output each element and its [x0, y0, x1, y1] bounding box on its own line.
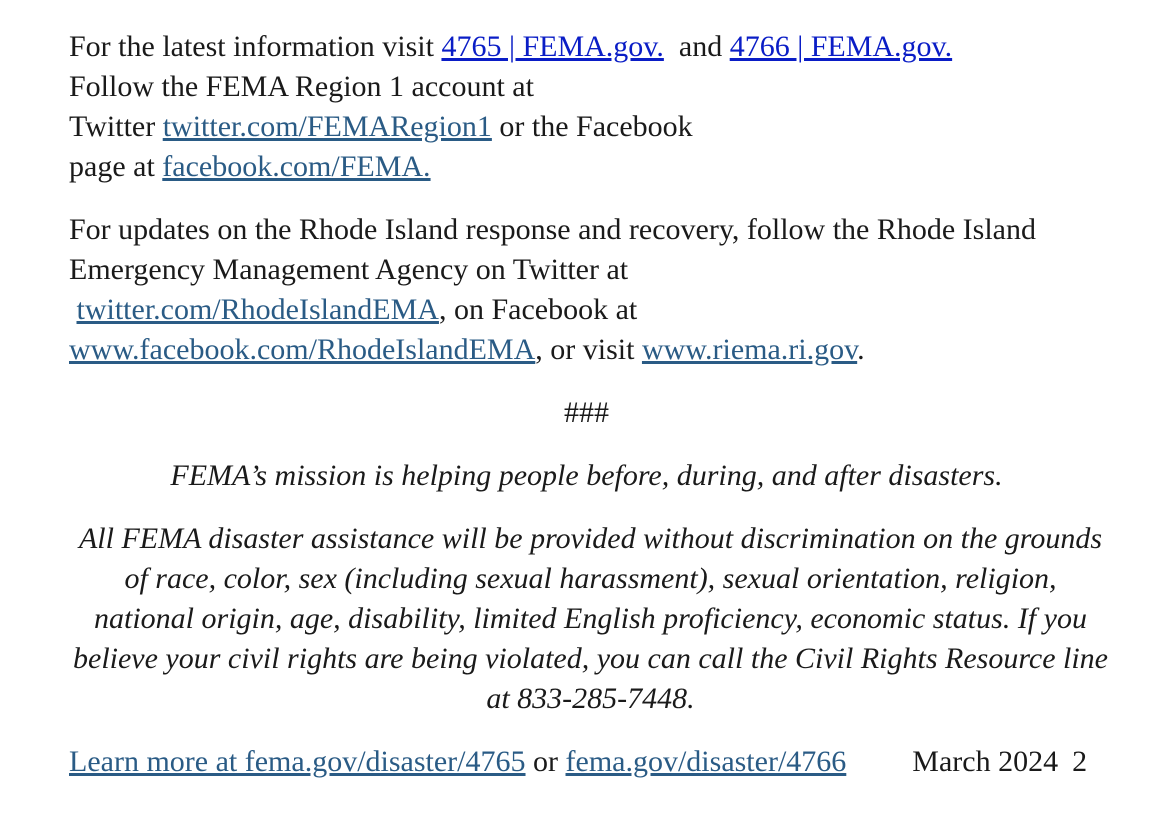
page-footer — [69, 742, 1099, 782]
paragraph-text: or the Facebook — [491, 110, 693, 143]
paragraph-text: . — [857, 333, 865, 366]
fema-region1-twitter-link[interactable]: twitter.com/FEMARegion1 — [162, 110, 492, 143]
disaster-4766-link[interactable]: fema.gov/disaster/4766 — [565, 745, 847, 778]
mission-statement: FEMA’s mission is helping people before, during, and after disasters. — [170, 459, 1003, 492]
disaster-4765-link[interactable]: Learn more at fema.gov/disaster/4765 — [69, 745, 526, 778]
page-number: 2 — [1072, 745, 1088, 778]
paragraph-text: and — [663, 30, 730, 63]
paragraph-text: page at — [69, 150, 163, 183]
fema-4765-link[interactable]: 4765 | FEMA.gov. — [441, 30, 664, 63]
riema-facebook-link[interactable]: www.facebook.com/RhodeIslandEMA — [69, 333, 536, 366]
paragraph-text: For the latest information visit — [69, 30, 442, 63]
nondiscrimination-statement: All FEMA disaster assistance will be provided without discrimination on the grounds of race, color, sex (including sexual harassment), sexual orientation, religion, national origin, age, disability, limited English proficiency, economic status. If you believe your civil rights are being violated, you can call the Civil Rights Resource line at 833-285-7448. — [73, 522, 1108, 715]
paragraph-text: Twitter — [69, 110, 163, 143]
latest-info-paragraph — [69, 27, 1109, 187]
rhode-island-updates-paragraph — [69, 210, 1099, 370]
paragraph-text: , or visit — [535, 333, 642, 366]
fema-4766-link[interactable]: 4766 | FEMA.gov. — [729, 30, 953, 63]
paragraph-text: For updates on the Rhode Island response and recovery, follow the Rhode Island Emergency Management Agency on Twitter at — [69, 213, 1036, 286]
footer-date: March 2024 — [912, 745, 1059, 778]
riema-website-link[interactable]: www.riema.ri.gov — [641, 333, 858, 366]
riema-twitter-link[interactable]: twitter.com/RhodeIslandEMA — [76, 293, 439, 326]
section-separator: ### — [564, 396, 609, 429]
fema-facebook-link[interactable]: facebook.com/FEMA. — [162, 150, 431, 183]
paragraph-text: , on Facebook at — [438, 293, 638, 326]
footer-text: or — [525, 745, 566, 778]
paragraph-text: Follow the FEMA Region 1 account at — [69, 70, 534, 103]
